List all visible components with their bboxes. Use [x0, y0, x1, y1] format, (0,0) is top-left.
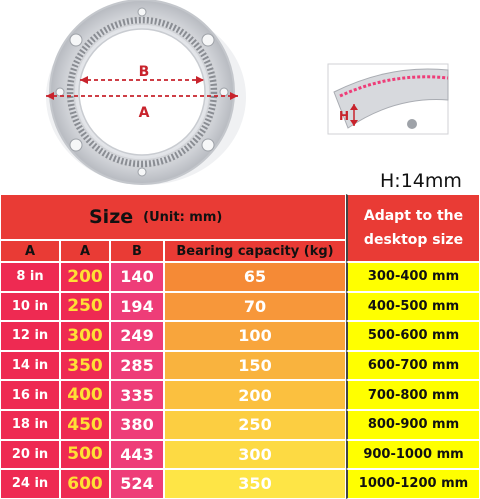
col-header-a-in: A	[0, 240, 60, 262]
col-header-a-mm: A	[60, 240, 110, 262]
cell-capacity: 200	[164, 380, 346, 410]
cell-a-mm: 400	[60, 380, 110, 410]
cell-a-mm: 600	[60, 469, 110, 499]
inner-hole	[79, 29, 205, 155]
dimension-a-label: A	[138, 105, 150, 121]
cell-a-in: 12 in	[0, 321, 60, 351]
size-unit: (Unit: mm)	[143, 209, 223, 225]
cell-b: 194	[110, 292, 164, 322]
cell-a-mm: 200	[60, 262, 110, 292]
cell-a-in: 14 in	[0, 351, 60, 381]
cell-capacity: 250	[164, 410, 346, 440]
cell-a-mm: 500	[60, 440, 110, 470]
size-header	[0, 194, 346, 240]
cell-b: 335	[110, 380, 164, 410]
screw-hole	[202, 34, 214, 46]
cell-a-in: 20 in	[0, 440, 60, 470]
cell-adapt: 600-700 mm	[346, 351, 480, 381]
cell-a-in: 8 in	[0, 262, 60, 292]
cell-capacity: 150	[164, 351, 346, 381]
col-header-b: B	[110, 240, 164, 262]
cell-capacity: 350	[164, 469, 346, 499]
cell-capacity: 65	[164, 262, 346, 292]
cell-adapt: 400-500 mm	[346, 292, 480, 322]
cell-a-in: 24 in	[0, 469, 60, 499]
dimension-b-label: B	[138, 64, 150, 80]
cell-adapt: 700-800 mm	[346, 380, 480, 410]
cell-b: 380	[110, 410, 164, 440]
cell-capacity: 300	[164, 440, 346, 470]
dimension-h-label: H	[338, 109, 350, 123]
size-table	[0, 194, 480, 499]
cell-a-mm: 350	[60, 351, 110, 381]
cell-a-mm: 250	[60, 292, 110, 322]
cell-a-mm: 300	[60, 321, 110, 351]
cell-b: 443	[110, 440, 164, 470]
screw-hole	[70, 139, 82, 151]
cell-b: 524	[110, 469, 164, 499]
cell-capacity: 70	[164, 292, 346, 322]
size-title: Size	[89, 206, 134, 228]
screw-hole	[202, 139, 214, 151]
cell-b: 140	[110, 262, 164, 292]
cell-adapt: 800-900 mm	[346, 410, 480, 440]
cell-adapt: 300-400 mm	[346, 262, 480, 292]
adapt-title-line2: desktop size	[363, 232, 464, 248]
cell-a-in: 18 in	[0, 410, 60, 440]
adapt-title-line1: Adapt to the	[363, 208, 464, 224]
adapt-header	[346, 194, 480, 262]
cell-adapt: 900-1000 mm	[346, 440, 480, 470]
height-spec: H:14mm	[380, 170, 462, 192]
cell-a-in: 16 in	[0, 380, 60, 410]
cell-capacity: 100	[164, 321, 346, 351]
cell-a-in: 10 in	[0, 292, 60, 322]
bearing-diagram	[0, 0, 480, 192]
col-header-capacity: Bearing capacity (kg)	[164, 240, 346, 262]
cell-adapt: 1000-1200 mm	[346, 469, 480, 499]
cell-adapt: 500-600 mm	[346, 321, 480, 351]
cell-b: 285	[110, 351, 164, 381]
cell-b: 249	[110, 321, 164, 351]
cell-a-mm: 450	[60, 410, 110, 440]
screw-hole	[70, 34, 82, 46]
